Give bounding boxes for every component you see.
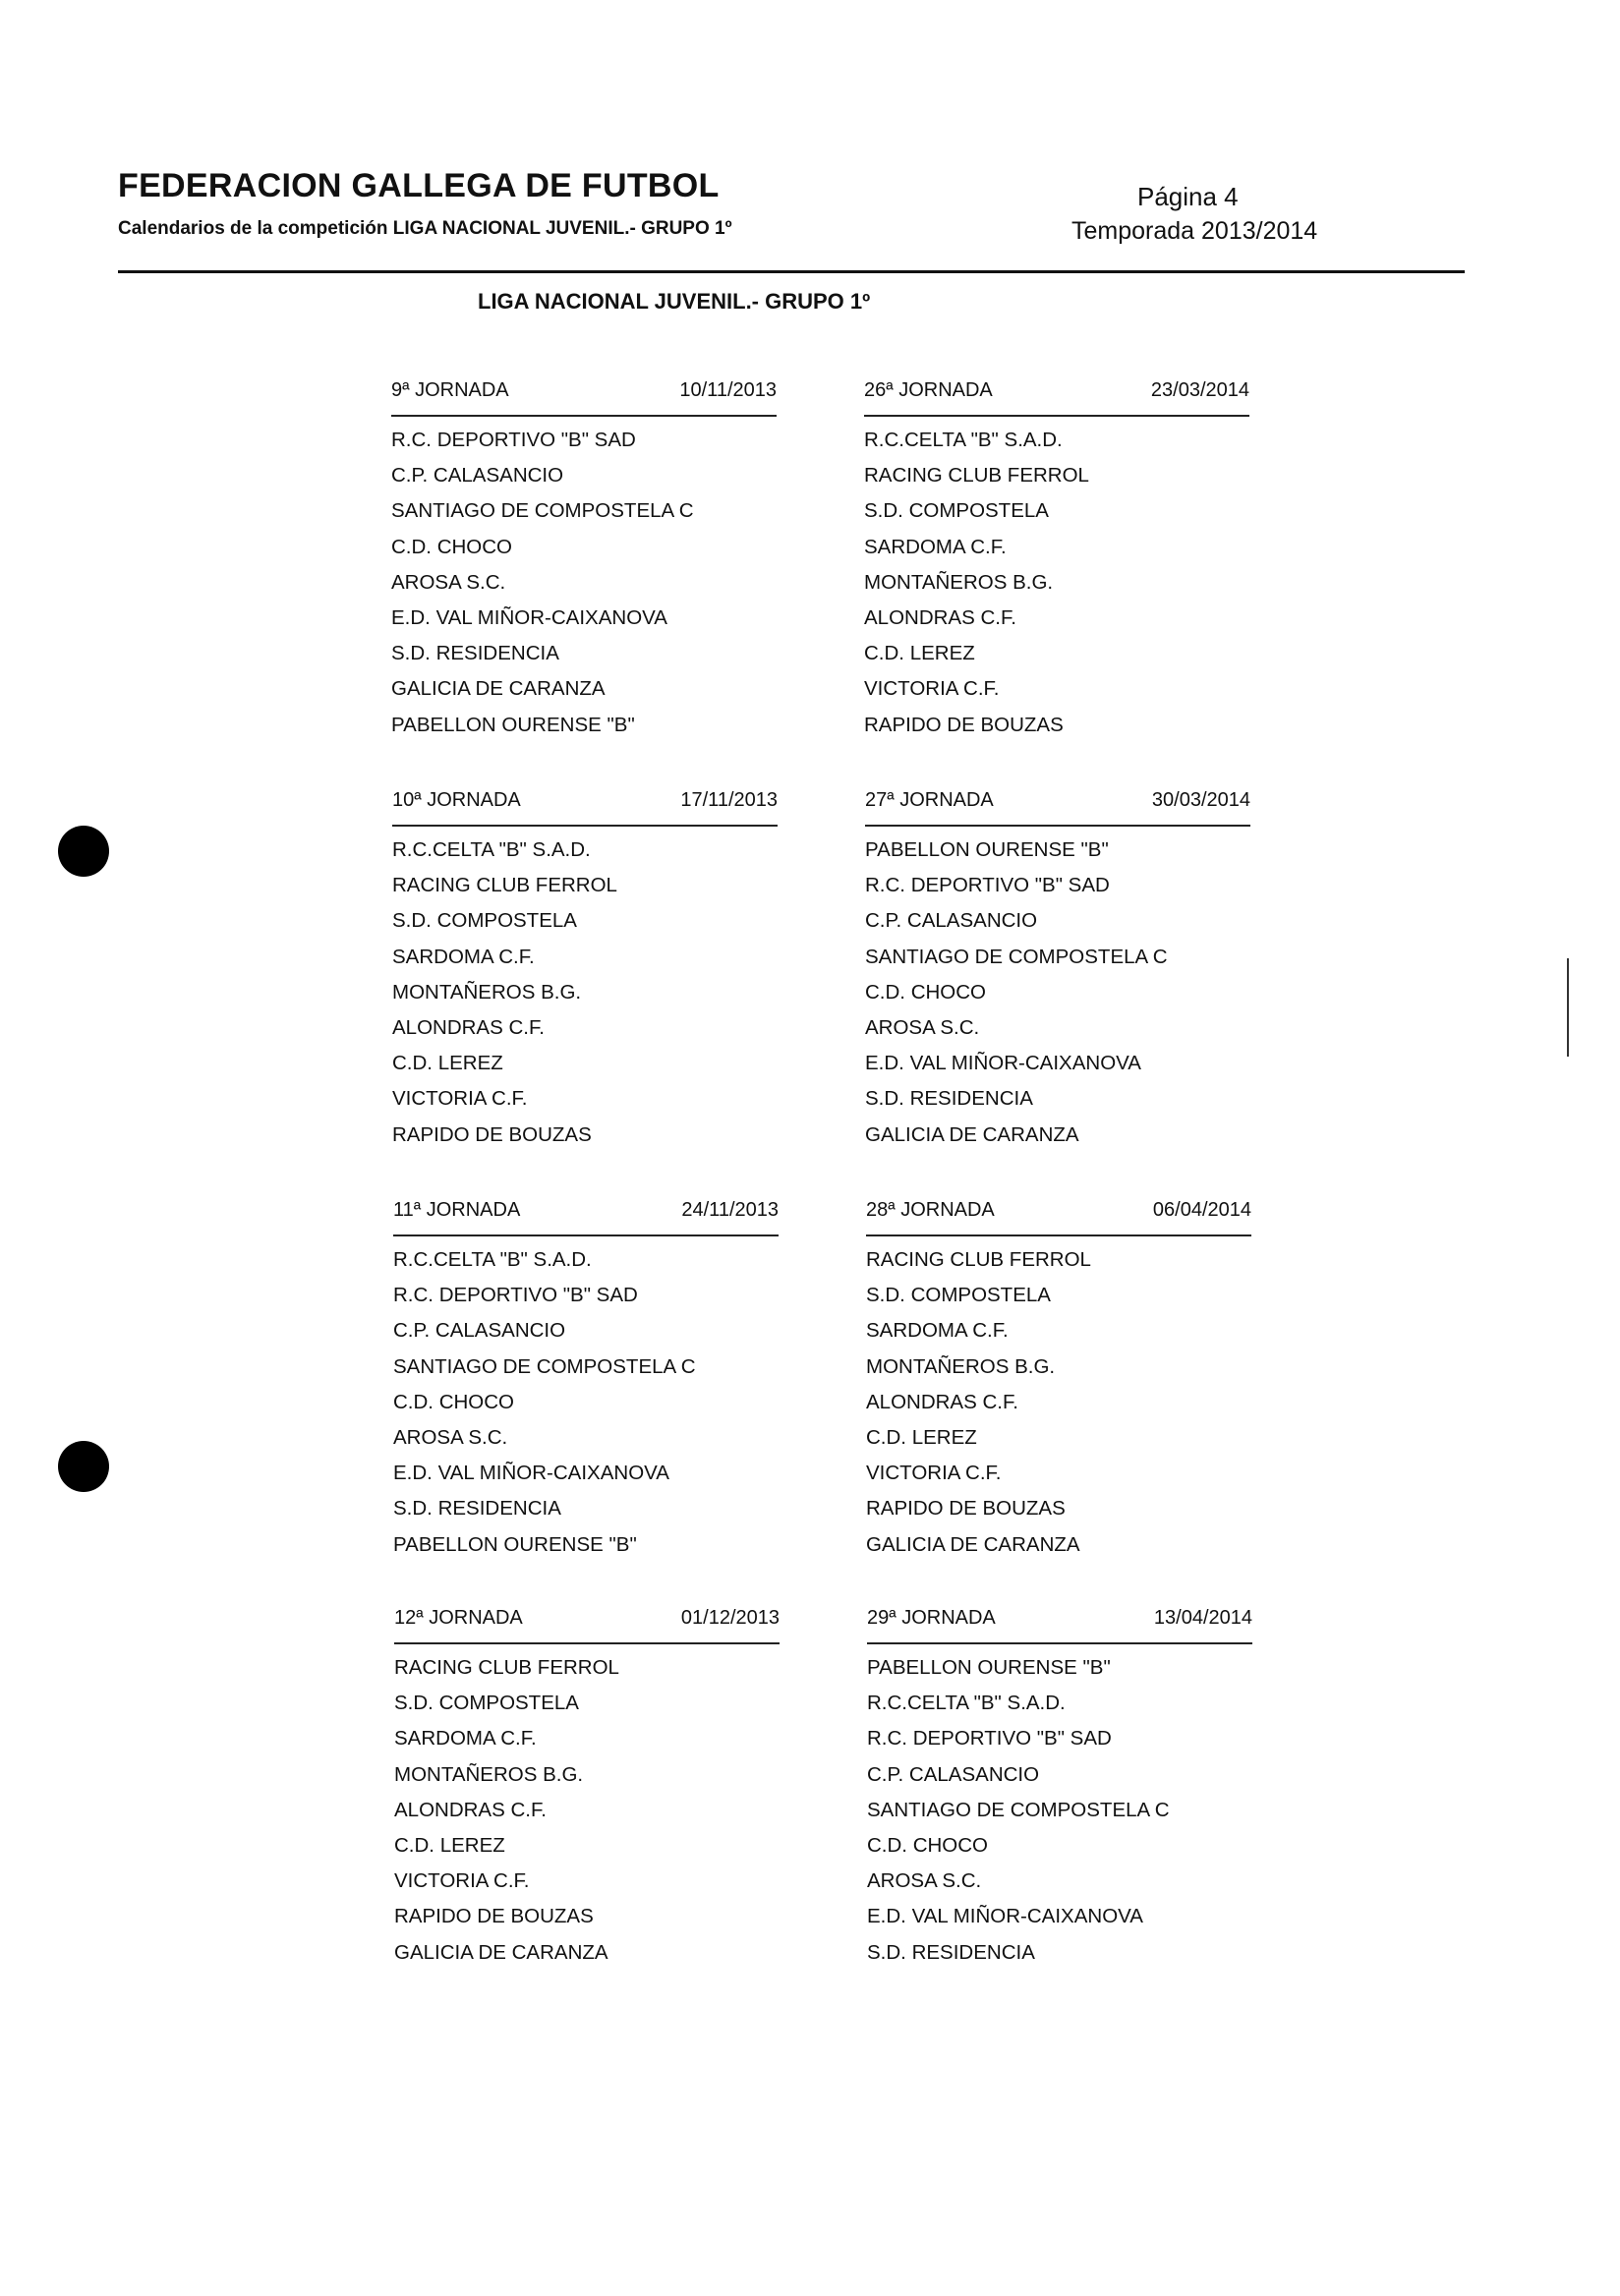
team-name: S.D. COMPOSTELA	[394, 1692, 579, 1715]
round-name: 29ª JORNADA	[867, 1607, 996, 1629]
round-divider	[391, 415, 777, 417]
round-header	[865, 789, 1250, 819]
round-header	[391, 379, 777, 409]
team-name: SARDOMA C.F.	[866, 1319, 1009, 1343]
round-header	[394, 1607, 780, 1636]
team-name: RAPIDO DE BOUZAS	[394, 1905, 594, 1928]
competition-subtitle: Calendarios de la competición LIGA NACIONAL JUVENIL.- GRUPO 1º	[118, 218, 732, 239]
round-date: 23/03/2014	[1150, 379, 1249, 401]
season-label: Temporada 2013/2014	[1071, 217, 1318, 245]
round-header	[392, 789, 778, 819]
punch-hole	[58, 826, 109, 877]
team-name: RAPIDO DE BOUZAS	[392, 1122, 592, 1146]
team-name: RAPIDO DE BOUZAS	[864, 713, 1064, 736]
team-name: C.D. LEREZ	[864, 642, 975, 665]
team-list	[394, 1650, 780, 1971]
team-name: R.C.CELTA "B" S.A.D.	[393, 1248, 592, 1271]
team-name: E.D. VAL MIÑOR-CAIXANOVA	[865, 1052, 1141, 1075]
round-name: 11ª JORNADA	[393, 1199, 521, 1221]
team-name: VICTORIA C.F.	[392, 1087, 528, 1111]
team-name: AROSA S.C.	[867, 1869, 982, 1893]
scan-margin-mark	[1567, 958, 1569, 1057]
round-block	[393, 1199, 779, 1563]
team-name: MONTAÑEROS B.G.	[866, 1354, 1056, 1378]
round-divider	[867, 1642, 1252, 1644]
team-name: RACING CLUB FERROL	[394, 1656, 619, 1679]
team-list	[866, 1242, 1251, 1563]
team-name: GALICIA DE CARANZA	[866, 1532, 1080, 1556]
round-date: 17/11/2013	[680, 789, 778, 811]
round-block	[865, 789, 1250, 1153]
team-name: R.C. DEPORTIVO "B" SAD	[391, 429, 636, 451]
team-name: AROSA S.C.	[865, 1015, 980, 1039]
team-name: R.C.CELTA "B" S.A.D.	[864, 429, 1063, 451]
team-list	[864, 423, 1249, 743]
federation-title: FEDERACION GALLEGA DE FUTBOL	[118, 167, 720, 204]
team-name: S.D. RESIDENCIA	[865, 1087, 1033, 1111]
team-name: ALONDRAS C.F.	[392, 1015, 545, 1039]
team-name: GALICIA DE CARANZA	[391, 677, 606, 701]
round-header	[864, 379, 1249, 409]
team-name: AROSA S.C.	[391, 570, 506, 594]
round-name: 28ª JORNADA	[866, 1199, 995, 1221]
team-list	[392, 832, 778, 1153]
round-name: 26ª JORNADA	[864, 379, 993, 401]
round-divider	[865, 825, 1250, 827]
team-name: AROSA S.C.	[393, 1425, 508, 1449]
header-divider	[118, 270, 1465, 273]
team-name: SANTIAGO DE COMPOSTELA C	[867, 1798, 1170, 1821]
team-name: C.P. CALASANCIO	[391, 464, 564, 488]
punch-hole	[58, 1441, 109, 1492]
team-name: C.D. CHOCO	[391, 535, 512, 558]
team-name: S.D. RESIDENCIA	[391, 642, 559, 665]
team-name: GALICIA DE CARANZA	[865, 1122, 1079, 1146]
team-list	[393, 1242, 779, 1563]
team-name: PABELLON OURENSE "B"	[391, 713, 635, 736]
team-name: C.D. LEREZ	[392, 1052, 503, 1075]
team-name: R.C. DEPORTIVO "B" SAD	[393, 1284, 638, 1307]
round-name: 10ª JORNADA	[392, 789, 521, 811]
team-name: R.C.CELTA "B" S.A.D.	[867, 1692, 1066, 1715]
team-name: MONTAÑEROS B.G.	[864, 570, 1054, 594]
round-date: 06/04/2014	[1152, 1199, 1251, 1221]
team-name: S.D. COMPOSTELA	[864, 499, 1049, 523]
round-divider	[393, 1234, 779, 1236]
page-number: Página 4	[1137, 182, 1239, 211]
team-name: S.D. RESIDENCIA	[393, 1497, 561, 1521]
round-block	[867, 1607, 1252, 1971]
round-date: 30/03/2014	[1151, 789, 1250, 811]
team-name: ALONDRAS C.F.	[864, 605, 1016, 629]
team-name: VICTORIA C.F.	[864, 677, 1000, 701]
round-name: 9ª JORNADA	[391, 379, 509, 401]
team-name: SARDOMA C.F.	[394, 1727, 537, 1751]
team-name: RAPIDO DE BOUZAS	[866, 1497, 1066, 1521]
round-name: 27ª JORNADA	[865, 789, 994, 811]
team-name: C.D. CHOCO	[865, 980, 986, 1004]
round-block	[391, 379, 777, 743]
team-name: ALONDRAS C.F.	[394, 1798, 547, 1821]
team-name: S.D. RESIDENCIA	[867, 1940, 1035, 1964]
round-divider	[394, 1642, 780, 1644]
round-header	[393, 1199, 779, 1229]
team-name: SANTIAGO DE COMPOSTELA C	[865, 945, 1168, 968]
team-name: RACING CLUB FERROL	[864, 464, 1089, 488]
team-name: SARDOMA C.F.	[392, 945, 535, 968]
round-divider	[866, 1234, 1251, 1236]
team-name: VICTORIA C.F.	[866, 1462, 1002, 1485]
round-header	[867, 1607, 1252, 1636]
round-divider	[864, 415, 1249, 417]
section-title: LIGA NACIONAL JUVENIL.- GRUPO 1º	[478, 289, 871, 314]
team-name: SARDOMA C.F.	[864, 535, 1007, 558]
round-date: 10/11/2013	[679, 379, 777, 401]
team-name: C.D. CHOCO	[867, 1833, 988, 1857]
team-name: PABELLON OURENSE "B"	[393, 1532, 637, 1556]
team-name: R.C. DEPORTIVO "B" SAD	[867, 1727, 1112, 1751]
round-date: 01/12/2013	[680, 1607, 780, 1629]
team-name: SANTIAGO DE COMPOSTELA C	[393, 1354, 696, 1378]
team-name: C.D. CHOCO	[393, 1390, 514, 1413]
team-name: C.D. LEREZ	[394, 1833, 505, 1857]
team-name: C.P. CALASANCIO	[393, 1319, 566, 1343]
team-list	[865, 832, 1250, 1153]
team-name: E.D. VAL MIÑOR-CAIXANOVA	[867, 1905, 1143, 1928]
team-name: PABELLON OURENSE "B"	[865, 838, 1109, 861]
team-name: C.P. CALASANCIO	[867, 1762, 1040, 1786]
team-name: S.D. COMPOSTELA	[866, 1284, 1051, 1307]
team-name: E.D. VAL MIÑOR-CAIXANOVA	[391, 605, 667, 629]
team-name: C.D. LEREZ	[866, 1425, 977, 1449]
team-name: RACING CLUB FERROL	[866, 1248, 1091, 1271]
team-name: SANTIAGO DE COMPOSTELA C	[391, 499, 694, 523]
team-name: S.D. COMPOSTELA	[392, 909, 577, 933]
round-block	[392, 789, 778, 1153]
round-divider	[392, 825, 778, 827]
team-list	[391, 423, 777, 743]
round-header	[866, 1199, 1251, 1229]
team-name: R.C. DEPORTIVO "B" SAD	[865, 874, 1110, 897]
team-name: MONTAÑEROS B.G.	[394, 1762, 584, 1786]
team-name: ALONDRAS C.F.	[866, 1390, 1018, 1413]
team-name: GALICIA DE CARANZA	[394, 1940, 608, 1964]
team-name: RACING CLUB FERROL	[392, 874, 617, 897]
round-block	[394, 1607, 780, 1971]
round-date: 13/04/2014	[1153, 1607, 1252, 1629]
team-list	[867, 1650, 1252, 1971]
team-name: VICTORIA C.F.	[394, 1869, 530, 1893]
round-block	[866, 1199, 1251, 1563]
team-name: E.D. VAL MIÑOR-CAIXANOVA	[393, 1462, 669, 1485]
round-date: 24/11/2013	[681, 1199, 779, 1221]
team-name: MONTAÑEROS B.G.	[392, 980, 582, 1004]
round-block	[864, 379, 1249, 743]
round-name: 12ª JORNADA	[394, 1607, 523, 1629]
team-name: PABELLON OURENSE "B"	[867, 1656, 1111, 1679]
team-name: R.C.CELTA "B" S.A.D.	[392, 838, 591, 861]
team-name: C.P. CALASANCIO	[865, 909, 1038, 933]
